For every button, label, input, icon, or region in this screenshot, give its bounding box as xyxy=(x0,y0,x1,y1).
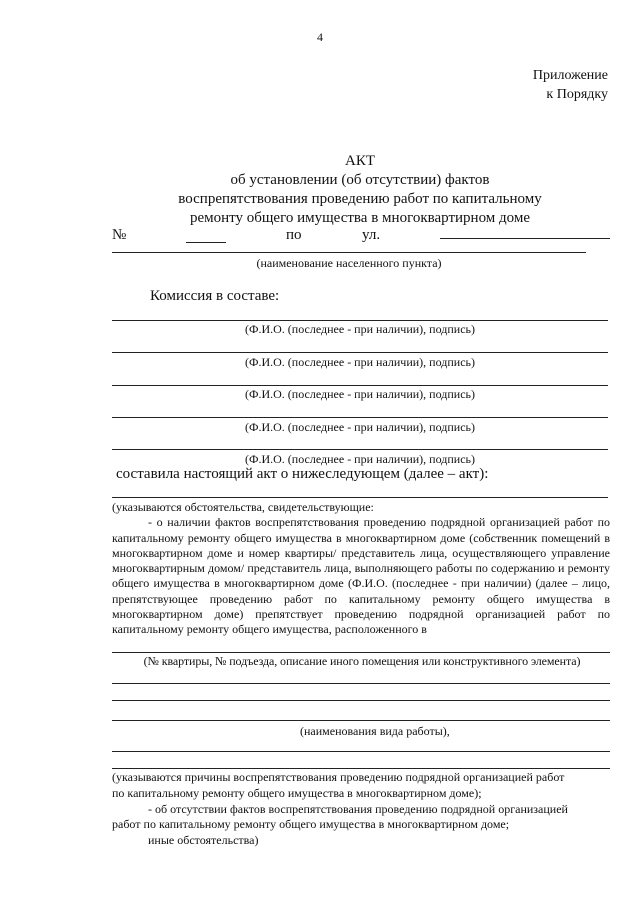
number-sign: № xyxy=(112,227,127,243)
circumstances-body: - о наличии фактов воспрепятствования проведению подрядной организацией работ по капитальному ремонту общего имущества в многоквартирном доме (собственник помещений в многоквартирном доме и номер квартиры/ представитель лица, осуществляющего управление многоквартирным домом/ представитель лица, выполняющего работы по содержанию и ремонту общего имущества в многоквартирном доме (Ф.И.О. (последнее - при наличии) (далее – лицо, препятствующее проведению работ по капитальному ремонту общего имущества в многоквартирном доме) препятствует проведению подрядной организацией работ по капитальному ремонту общего имущества, расположенного в xyxy=(112,515,610,637)
appendix-line-1: Приложение xyxy=(532,68,608,83)
po-label: по xyxy=(286,227,302,243)
reasons-line-2: по капитальному ремонту общего имущества в многоквартирном доме); xyxy=(112,785,482,800)
apartment-label: (№ квартиры, № подъезда, описание иного помещения или конструктивного элемента) xyxy=(143,654,581,668)
reasons-line-3: - об отсутствии фактов воспрепятствования проведению подрядной организацией xyxy=(148,801,568,816)
page-number: 4 xyxy=(317,30,323,44)
appendix-line-2: к Порядку xyxy=(546,87,608,102)
blank-line-5 xyxy=(112,768,610,769)
title-line-1: об установлении (об отсутствии) фактов xyxy=(230,172,490,188)
circumstances-line xyxy=(112,497,608,498)
title-line-2: воспрепятствования проведению работ по капитальному xyxy=(178,191,542,207)
settlement-label: (наименование населенного пункта) xyxy=(256,256,442,270)
blank-line-3 xyxy=(112,720,610,721)
street-label: ул. xyxy=(362,227,381,243)
circumstances-intro: (указываются обстоятельства, свидетельствующие: xyxy=(112,500,374,514)
signature-label-5: (Ф.И.О. (последнее - при наличии), подпись) xyxy=(245,452,475,466)
location-line xyxy=(112,652,610,653)
reasons-line-4: работ по капитальному ремонту общего имущества в многоквартирном доме; xyxy=(112,817,510,832)
blank-line-4 xyxy=(112,751,610,752)
signature-label-4: (Ф.И.О. (последнее - при наличии), подпись) xyxy=(245,420,475,434)
work-label: (наименования вида работы), xyxy=(300,724,450,738)
member-line-2 xyxy=(112,352,608,353)
act-title: АКТ xyxy=(345,153,375,169)
member-line-4 xyxy=(112,417,608,418)
reasons-block xyxy=(112,770,612,849)
blank-line-2 xyxy=(112,700,610,701)
compiled-text: составила настоящий акт о нижеследующем (далее – акт): xyxy=(116,466,489,482)
settlement-line xyxy=(112,252,586,253)
title-line-3: ремонту общего имущества в многоквартирном доме xyxy=(189,210,531,226)
reasons-line-1: (указываются причины воспрепятствования проведению подрядной организацией работ xyxy=(112,770,565,784)
signature-label-2: (Ф.И.О. (последнее - при наличии), подпись) xyxy=(245,355,475,369)
circumstances-block xyxy=(112,500,610,638)
member-line-5 xyxy=(112,449,608,450)
commission-label: Комиссия в составе: xyxy=(150,288,280,304)
blank-line-1 xyxy=(112,683,610,684)
signature-label-3: (Ф.И.О. (последнее - при наличии), подпись) xyxy=(245,387,475,401)
reasons-line-5: иные обстоятельства) xyxy=(148,833,259,848)
date-line xyxy=(186,242,226,243)
member-line-3 xyxy=(112,385,608,386)
appendix-block xyxy=(533,66,608,104)
street-line xyxy=(440,238,610,239)
signature-label-1: (Ф.И.О. (последнее - при наличии), подпись) xyxy=(245,322,475,336)
member-line-1 xyxy=(112,320,608,321)
